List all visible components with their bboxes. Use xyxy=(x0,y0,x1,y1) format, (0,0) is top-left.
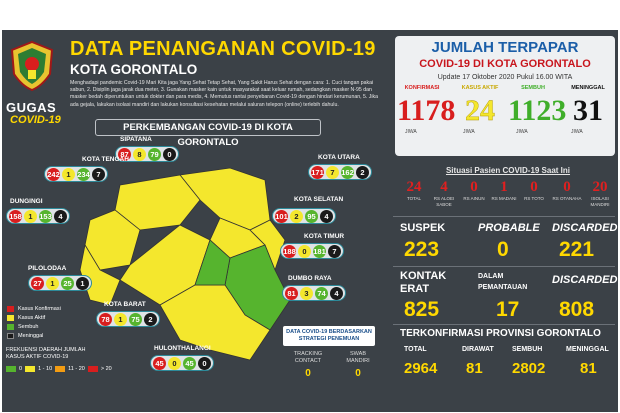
death-count: 7 xyxy=(328,245,341,258)
recovered-count: 25 xyxy=(61,277,74,290)
active-count: 0 xyxy=(168,357,181,370)
divider xyxy=(393,266,615,267)
pemantauan-label: DALAM xyxy=(478,273,504,280)
erat-label: ERAT xyxy=(400,283,430,295)
situation-label: RS TOTO xyxy=(524,196,544,201)
situation-value: 0 xyxy=(470,179,478,195)
province-label: MENINGGAL xyxy=(566,346,609,353)
region-label-kota-tengah: KOTA TENGAH xyxy=(82,156,129,163)
region-pill-kota-tengah xyxy=(44,166,108,182)
card-active xyxy=(455,84,505,154)
page-title: DATA PENANGANAN COVID-19 xyxy=(70,38,376,60)
card-value: 24 xyxy=(465,94,495,127)
legend-item: Sembuh xyxy=(18,323,39,330)
region-label-pilolodaa: PILOLODAA xyxy=(28,265,67,272)
situation-item xyxy=(459,178,489,202)
discarded2-value: 808 xyxy=(559,298,595,321)
discarded2-label: DISCARDED xyxy=(552,274,618,286)
situation-value: 20 xyxy=(592,179,608,195)
discarded-value: 221 xyxy=(559,238,595,261)
page-subtitle: KOTA GORONTALO xyxy=(70,62,198,77)
death-count: 2 xyxy=(356,166,369,179)
card-deaths xyxy=(563,84,613,154)
death-count: 7 xyxy=(92,168,105,181)
situation-value: 0 xyxy=(563,179,571,195)
legend-item: Meninggal xyxy=(18,332,44,339)
death-count: 0 xyxy=(163,148,176,161)
confirmed-count: 27 xyxy=(31,277,44,290)
swab-value: 0 xyxy=(355,368,361,379)
active-count: 8 xyxy=(133,148,146,161)
freq-label: 11 - 20 xyxy=(68,366,85,372)
active-count: 1 xyxy=(46,277,59,290)
situation-label: RS OTANAHA xyxy=(552,196,582,201)
kontak-label: KONTAK xyxy=(400,270,447,282)
frequency-legend xyxy=(6,366,112,372)
recovered-count: 95 xyxy=(305,210,318,223)
map-legend xyxy=(7,304,61,340)
pemantauan-value: 17 xyxy=(496,298,520,321)
region-pill-pilolodaa xyxy=(28,275,92,291)
situation-item xyxy=(429,178,459,207)
recovered-count: 234 xyxy=(77,169,90,179)
province-value: 2964 xyxy=(404,360,438,377)
card-unit: JIWA xyxy=(516,129,528,135)
frequency-title: FREKUENSI DAERAH JUMLAH KASUS AKTIF COVID-19 xyxy=(6,347,86,360)
freq-swatch-yellow xyxy=(25,366,35,372)
recovered-count: 45 xyxy=(183,357,196,370)
situation-value: 24 xyxy=(406,179,422,195)
death-count: 4 xyxy=(320,210,333,223)
probable-label: PROBABLE xyxy=(478,222,540,234)
confirmed-count: 45 xyxy=(153,357,166,370)
freq-swatch-green xyxy=(6,366,16,372)
recovered-count: 162 xyxy=(341,167,354,177)
update-text: Update 17 Oktober 2020 Pukul 16.00 WITA xyxy=(437,74,573,81)
region-pill-kota-selatan xyxy=(272,208,336,224)
province-label: DIRAWAT xyxy=(462,346,494,353)
province-value: 2802 xyxy=(512,360,546,377)
card-unit: JIWA xyxy=(463,129,475,135)
card-value: 1123 xyxy=(508,94,567,127)
confirmed-count: 188 xyxy=(283,246,296,256)
region-label-kota-selatan: KOTA SELATAN xyxy=(294,196,344,203)
situation-value: 0 xyxy=(530,179,538,195)
legend-swatch-yellow xyxy=(7,315,14,321)
death-count: 4 xyxy=(330,287,343,300)
death-count: 2 xyxy=(144,313,157,326)
legend-swatch-green xyxy=(7,324,14,330)
summary-title: JUMLAH TERPAPAR xyxy=(431,39,579,56)
region-label-dungingi: DUNGINGI xyxy=(10,198,43,205)
province-label: SEMBUH xyxy=(512,346,543,353)
confirmed-count: 81 xyxy=(285,287,298,300)
card-unit: JIWA xyxy=(405,129,417,135)
active-count: 7 xyxy=(326,166,339,179)
region-label-sipatana: SIPATANA xyxy=(120,136,152,143)
region-pill-dungingi xyxy=(6,208,70,224)
suspek-value: 223 xyxy=(404,238,440,261)
active-count: 1 xyxy=(114,313,127,326)
active-count: 1 xyxy=(24,210,37,223)
card-label: SEMBUH xyxy=(521,85,545,91)
death-count: 4 xyxy=(54,210,67,223)
summary-subtitle: COVID-19 DI KOTA GORONTALO xyxy=(419,58,591,70)
death-count: 0 xyxy=(198,357,211,370)
situation-item xyxy=(519,178,549,202)
city-emblem-icon xyxy=(8,40,56,92)
freq-label: 0 xyxy=(19,366,23,372)
province-value: 81 xyxy=(580,360,597,377)
region-pill-kota-timur xyxy=(280,243,344,259)
province-label: TOTAL xyxy=(404,346,427,353)
freq-swatch-red xyxy=(88,366,98,372)
legend-item: Kasus Konfirmasi xyxy=(18,305,61,312)
active-count: 0 xyxy=(298,245,311,258)
active-count: 1 xyxy=(62,168,75,181)
freq-label: > 20 xyxy=(100,366,112,372)
card-value: 1178 xyxy=(397,94,456,127)
recovered-count: 74 xyxy=(315,287,328,300)
recovered-count: 79 xyxy=(148,148,161,161)
situation-item xyxy=(489,178,519,202)
situation-item xyxy=(399,178,429,202)
pemantauan-label2: PEMANTAUAN xyxy=(478,284,528,291)
region-pill-kota-utara xyxy=(308,164,372,180)
situation-label: RS MADANI xyxy=(491,196,517,201)
card-confirmed xyxy=(397,84,456,154)
card-label: KONFIRMASI xyxy=(404,85,440,91)
confirmed-count: 242 xyxy=(47,169,60,179)
tracking-label: TRACKING CONTACT xyxy=(293,351,323,364)
kontak-value: 825 xyxy=(404,298,440,321)
region-label-kota-utara: KOTA UTARA xyxy=(318,154,360,161)
situation-label: RS ALOEI SABOE xyxy=(433,196,455,207)
province-value: 81 xyxy=(466,360,483,377)
card-recovered xyxy=(508,84,567,154)
strategy-box: DATA COVID-19 BERDASARKAN STRATEGI PENEMUAN xyxy=(283,326,375,346)
active-count: 2 xyxy=(290,210,303,223)
probable-value: 0 xyxy=(497,238,509,261)
region-label-kota-barat: KOTA BARAT xyxy=(104,301,146,308)
recovered-count: 181 xyxy=(313,246,326,256)
situation-title: Situasi Pasien COVID-19 Saat Ini xyxy=(445,166,571,175)
card-unit: JIWA xyxy=(571,129,583,135)
region-label-hulonthalangi: HULONTHALANGI xyxy=(154,345,211,352)
situation-label: TOTAL xyxy=(406,196,422,201)
discarded-label: DISCARDED xyxy=(552,222,618,234)
situation-label: ISOLASI MANDIRI xyxy=(590,196,610,207)
confirmed-count: 171 xyxy=(311,167,324,177)
divider xyxy=(393,324,615,325)
confirmed-count: 158 xyxy=(9,211,22,221)
suspek-label: SUSPEK xyxy=(400,222,446,234)
covid19-label: COVID-19 xyxy=(10,114,61,126)
confirmed-count: 87 xyxy=(118,148,131,161)
card-label: KASUS AKTIF xyxy=(461,85,499,91)
freq-swatch-orange xyxy=(55,366,65,372)
situation-value: 1 xyxy=(500,179,508,195)
swab-label: SWAB MANDIRI xyxy=(346,351,370,364)
situation-item xyxy=(585,178,615,207)
region-pill-dumbo-raya xyxy=(282,285,346,301)
legend-item: Kasus Aktif xyxy=(18,314,46,321)
legend-swatch-red xyxy=(7,306,14,312)
situation-item xyxy=(552,178,582,202)
province-title: TERKONFIRMASI PROVINSI GORONTALO xyxy=(400,328,601,339)
map-title: PERKEMBANGAN COVID-19 DI KOTA GORONTALO xyxy=(95,119,321,136)
region-pill-kota-barat xyxy=(96,311,160,327)
active-count: 3 xyxy=(300,287,313,300)
intro-text: Menghadapi pandemic Covid-19 Mari Kita jaga Yang Sehat Tetap Sehat, Yang Sakit Harus Sehat dengan cara: 1. Cuci tangan pakai sabun, 2. Disiplin jaga jarak dua meter, 3. Gunakan masker kain untuk masyarakat saat keluar rumah, sedangkan masker N-95 dan masker bedah diperuntukan untuk dokter dan para medis, 4. Memutus rantai penyebaran Covid-19 dengan hindari kerumunan, 5. Jika ada gejala, lakukan isolasi mandiri dan lakukan konsultasi kesehatan melalui saluran telepon (online) terlebih dahulu. xyxy=(70,80,378,108)
situation-label: RS AINUN xyxy=(463,196,485,201)
death-count: 1 xyxy=(76,277,89,290)
gugas-label: GUGAS xyxy=(6,100,57,115)
freq-label: 1 - 10 xyxy=(38,366,53,372)
divider xyxy=(393,216,615,217)
recovered-count: 75 xyxy=(129,313,142,326)
card-value: 31 xyxy=(573,94,603,127)
region-label-dumbo-raya: DUMBO RAYA xyxy=(288,275,332,282)
confirmed-count: 101 xyxy=(275,211,288,221)
region-pill-hulonthalangi xyxy=(150,355,214,371)
card-label: MENINGGAL xyxy=(571,85,605,91)
situation-value: 4 xyxy=(440,179,448,195)
region-label-kota-timur: KOTA TIMUR xyxy=(304,233,345,240)
tracking-value: 0 xyxy=(305,368,311,379)
confirmed-count: 78 xyxy=(99,313,112,326)
legend-swatch-black xyxy=(7,333,14,339)
recovered-count: 153 xyxy=(39,211,52,221)
